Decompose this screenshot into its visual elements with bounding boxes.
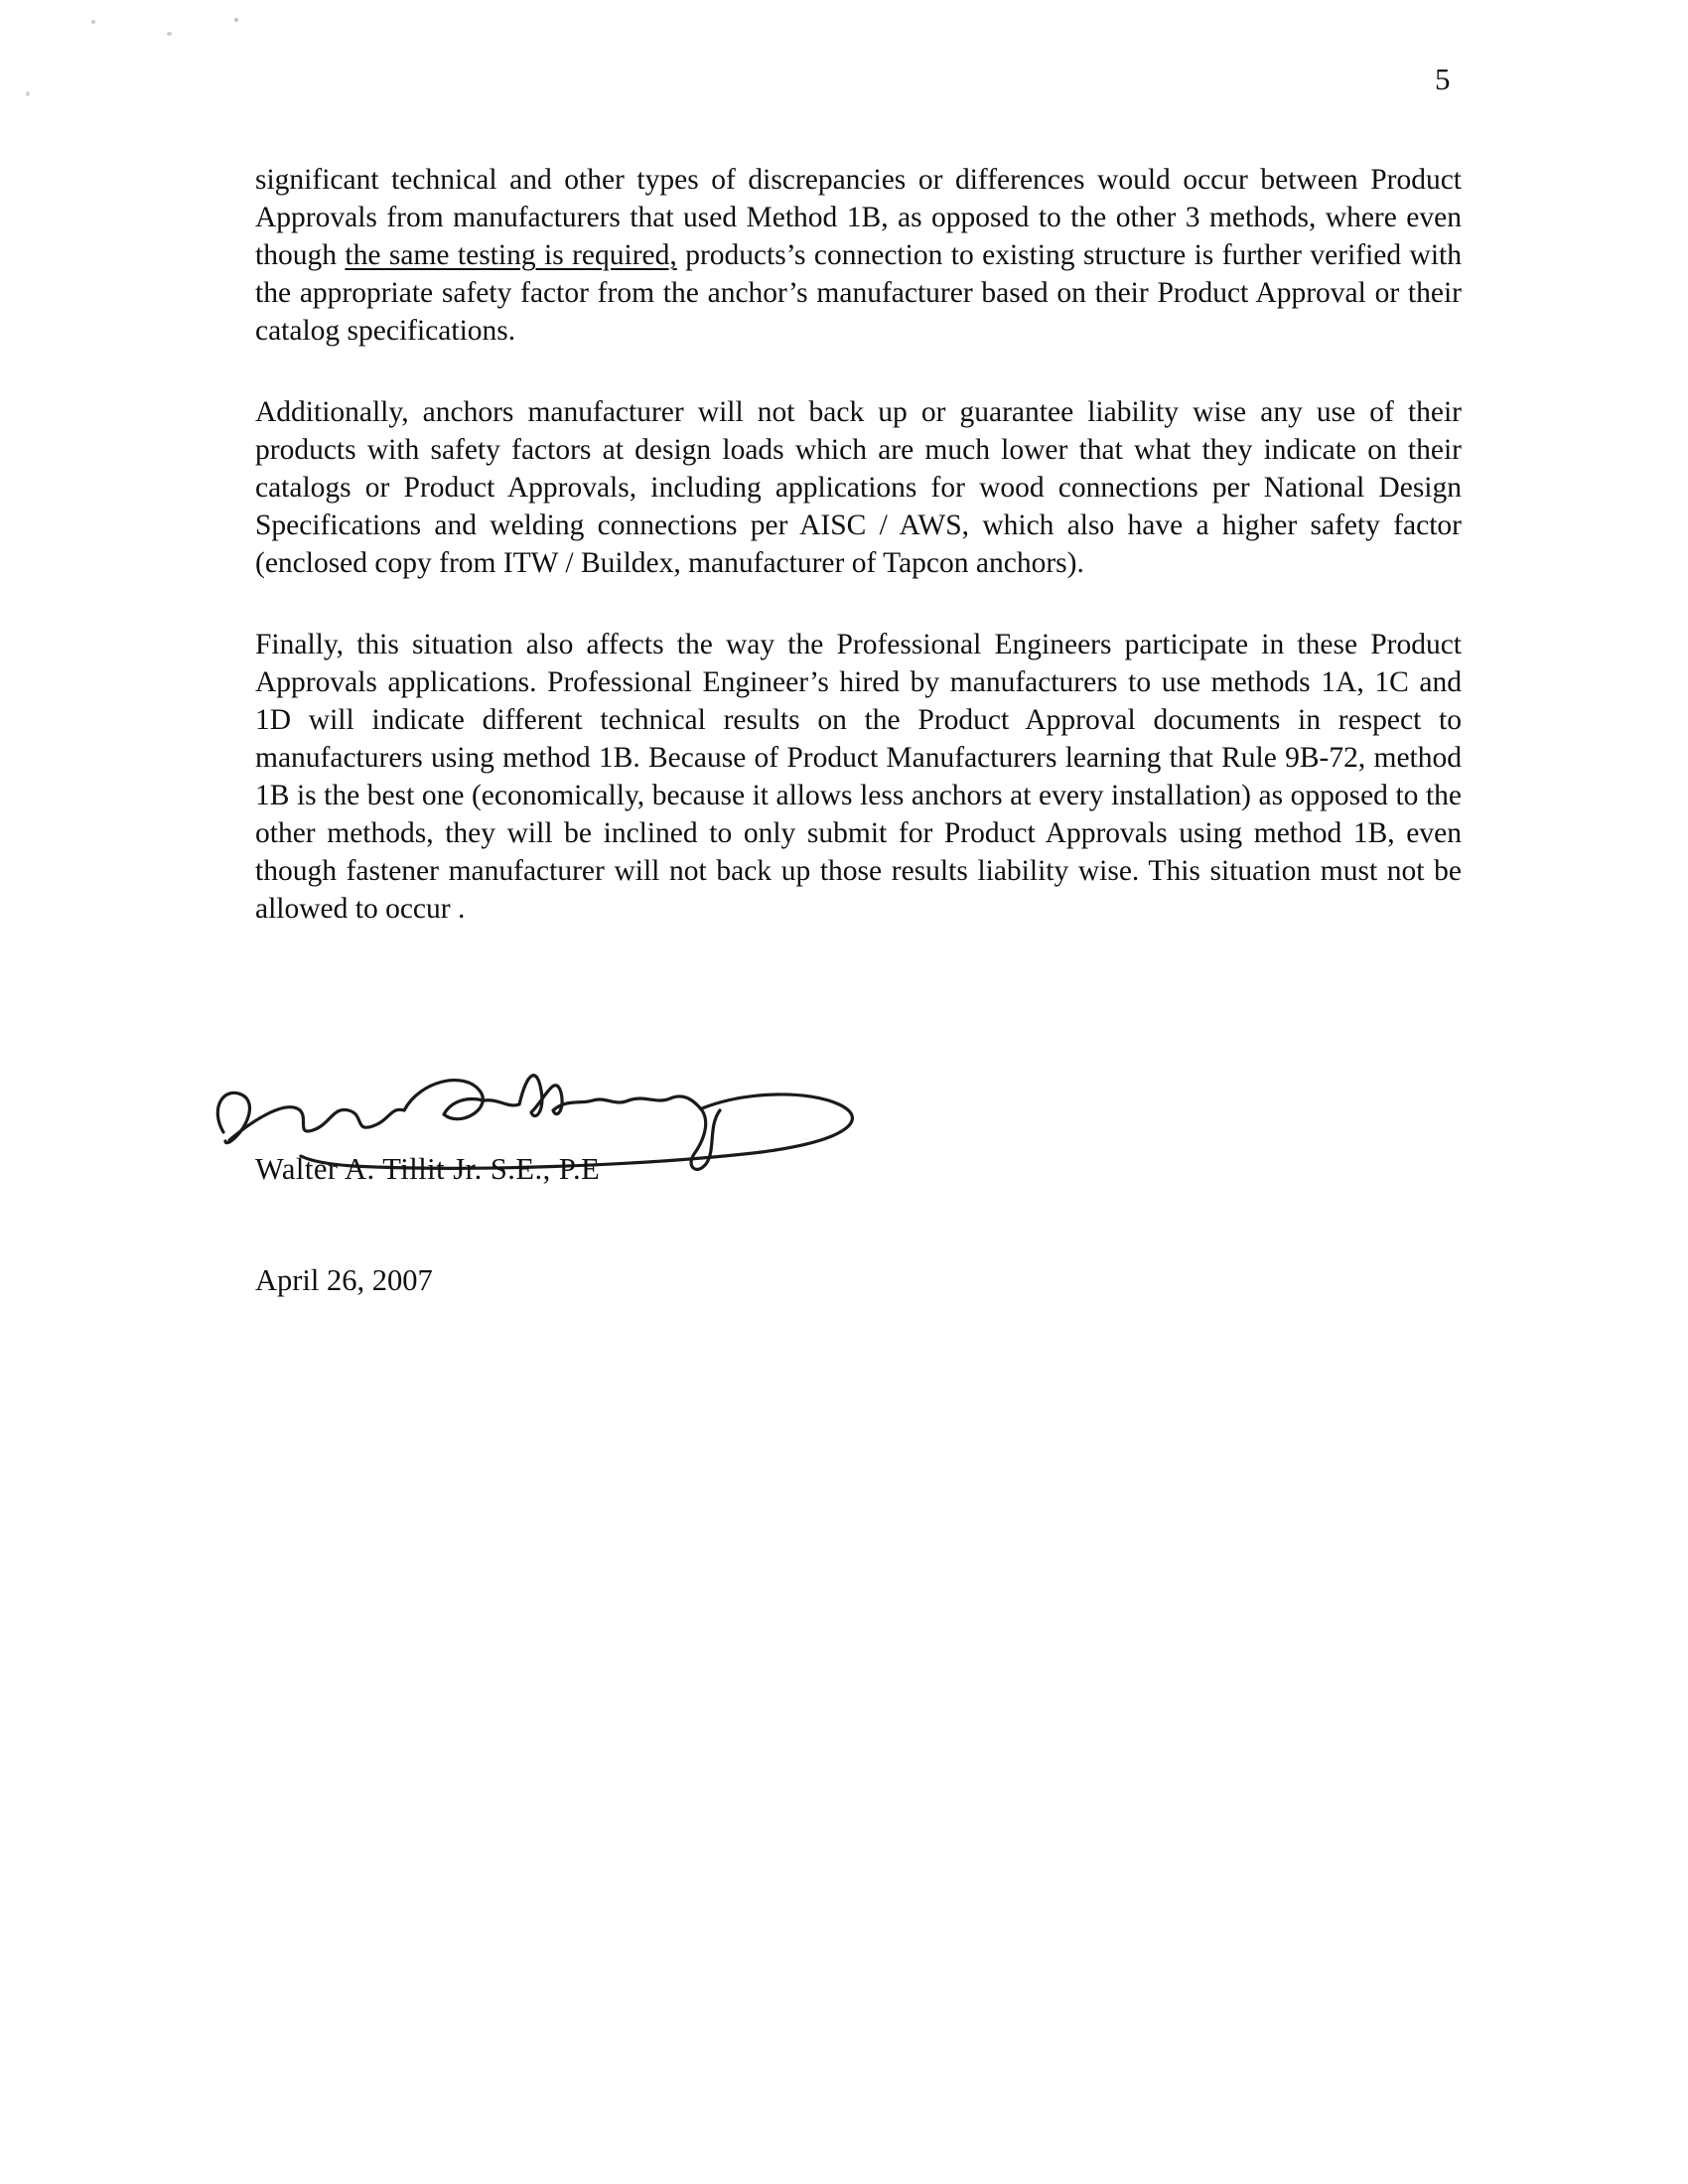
letter-body	[255, 161, 1462, 971]
paragraph-1-text-after: products’s connection to existing structure is further verified with the appropriate safety factor from the anchor’s manufacturer based on their Product Approval or their catalog specifications.	[255, 239, 1462, 347]
paragraph-3: Finally, this situation also affects the way the Professional Engineers participate in these Product Approvals applications. Professional Engineer’s hired by manufacturers to use methods 1A, 1C and 1D will indicate different technical results on the Product Approval documents in respect to manufacturers using method 1B. Because of Product Manufacturers learning that Rule 9B-72, method 1B is the best one (economically, because it allows less anchors at every installation) as opposed to the other methods, they will be inclined to only submit for Product Approvals using method 1B, even though fastener manufacturer will not back up those results liability wise. This situation must not be allowed to occur .	[255, 629, 1462, 925]
scan-speck	[91, 20, 95, 24]
signature-image	[204, 1049, 889, 1223]
scan-speck	[167, 32, 172, 36]
signature-block	[204, 1049, 889, 1223]
page-number: 5	[1435, 62, 1451, 96]
paragraph-2: Additionally, anchors manufacturer will not back up or guarantee liability wise any use of their products with safety factors at design loads which are much lower that what they indicate on their catalogs or Product Approvals, including applications for wood connections per National Design Specifications and welding connections per AISC / AWS, which also have a higher safety factor (enclosed copy from ITW / Buildex, manufacturer of Tapcon anchors).	[255, 396, 1462, 579]
scan-speck	[26, 91, 30, 96]
date-text: April 26, 2007	[255, 1263, 433, 1297]
paragraph-1	[255, 161, 1462, 350]
paragraph-1-text-before: significant technical and other types of discrepancies or differences would occur between Product Approvals from manufacturers that used Method 1B, as opposed to the other 3 methods, where even though	[255, 164, 1462, 271]
scan-speck	[234, 18, 238, 22]
paragraph-1-underlined-phrase: the same testing is required,	[345, 239, 677, 271]
signature-name: Walter A. Tillit Jr. S.E., P.E	[255, 1152, 601, 1186]
